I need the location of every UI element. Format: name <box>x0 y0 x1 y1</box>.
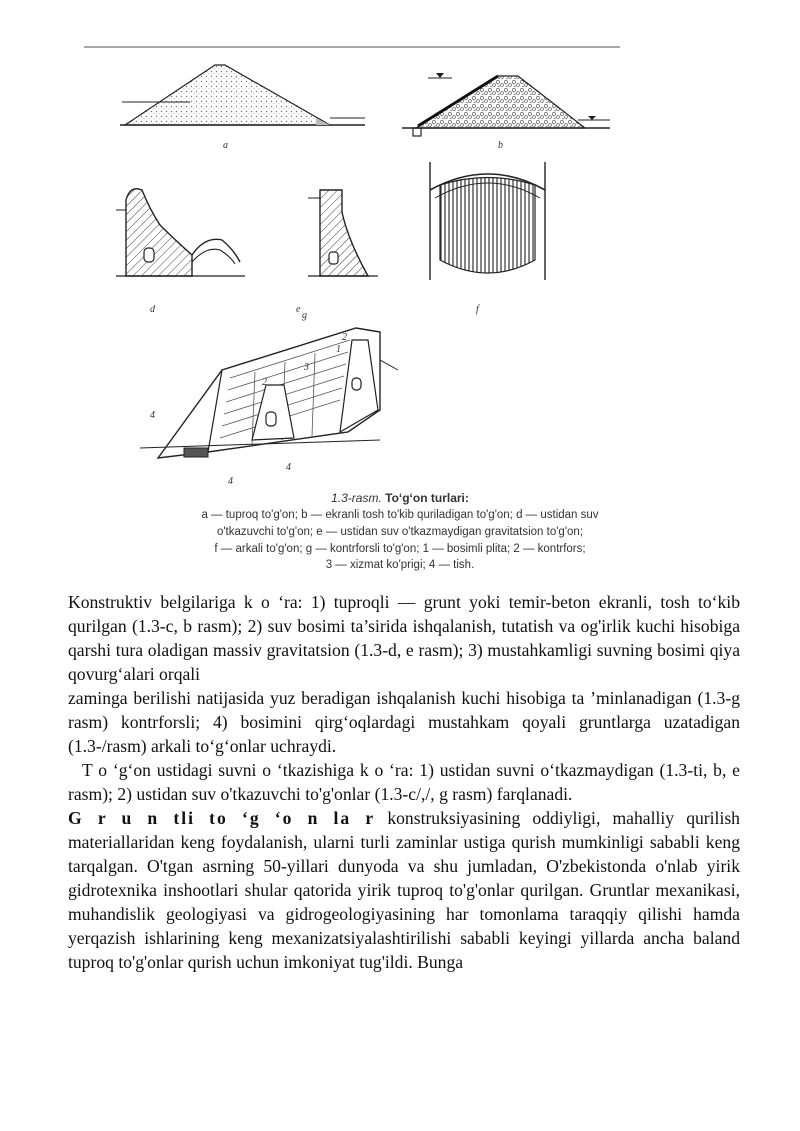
label-d: d <box>150 304 155 315</box>
overflow-dam-drawing <box>116 189 245 315</box>
body-text <box>68 590 740 974</box>
caption-line-3: f — arkali to'g'on; g — kontrforsli to'g'on; 1 — bosimli plita; 2 — kontrfors; <box>214 543 586 555</box>
label-n2a: 2 <box>262 377 267 388</box>
label-e: e <box>296 304 301 315</box>
paragraph-construction-types: Konstruktiv belgilariga k o ‘ra: 1) tuproqli — grunt yoki temir-beton ekranli, tosh to‘kib qurilgan (1.3-c, b rasm); 2) suv bosimi ta’sirida ishqalanish, tutatish va og'irlik kuchi hisobiga qarshi tura oladigan massiv gravitatsion (1.3-d, e rasm); 3) mustahkamligi suvning bosimi qiya qovurg‘alari orqali <box>68 592 740 684</box>
figure-caption-title <box>0 492 800 504</box>
label-n4c: 4 <box>286 462 291 473</box>
buttress-dam-drawing <box>140 310 398 487</box>
paragraph-construction-types-cont: zaminga berilishi natijasida yuz beradigan ishqalanish kuchi hisobiga ta ’minlanadigan (1.3-g rasm) kontrforsli; 4) bosimini qirg‘oqlardagi mustahkam qoyali gruntlarga uzatadigan (1.3-/rasm) arkali to‘g‘onlar uchraydi. <box>68 688 740 756</box>
rockfill-dam-drawing <box>402 73 610 151</box>
label-f: f <box>476 304 479 315</box>
paragraph-earth-dams <box>68 806 740 974</box>
label-b: b <box>498 140 503 151</box>
earth-dam-drawing <box>120 65 365 151</box>
paragraph-overflow-types: T o ‘g‘on ustidagi suvni o ‘tkazishiga k o ‘ra: 1) ustidan suvni o‘tkazmaydigan (1.3-ti, b, e rasm); 2) ustidan suv o'tkazuvchi to'g'onlar (1.3-c/,/, g rasm) farqlanadi. <box>68 760 740 804</box>
dam-diagram <box>80 40 625 490</box>
earth-dams-heading: G r u n tli to ‘g ‘o n la r <box>68 808 376 828</box>
caption-figure-title: To‘g‘on turlari: <box>385 491 469 505</box>
label-n4a: 4 <box>150 410 155 421</box>
arch-dam-drawing <box>430 162 545 315</box>
label-n2b: 2 <box>342 332 347 343</box>
caption-line-1: a — tuproq to'g'on; b — ekranli tosh to'kib quriladigan to'g'on; d — ustidan suv <box>201 509 599 521</box>
label-a: a <box>223 140 228 151</box>
caption-figure-number: 1.3-rasm. <box>331 491 382 505</box>
earth-dams-text: konstruksiyasining oddiyligi, mahalliy qurilish materiallaridan keng foydalanish, ularni turli zaminlar ustiga qurish mumkinligi sababli keng tarqalgan. O'tgan asrning 50-yillari dunyoda va shu jumladan, O'zbekistonda o'nlab yirik gidrotexnika inshootlari shular qatorida yirik tuproq to'g'onlar qurilgan. Gruntlar mexanikasi, muhandislik geologiyasi va gidrogeologiyasining har tomonlama taraqqiy qilishi hamda yerqazish ishlarining keng mexanizatsiyalashtirilishi sababli keyingi yillarda ancha baland tuproq to'g'onlar qurish uchun imkoniyat tug'ildi. Bunga <box>68 808 740 972</box>
label-n3: 3 <box>304 362 309 373</box>
gravity-dam-drawing <box>296 190 378 315</box>
label-g: g <box>302 310 307 321</box>
caption-line-4: 3 — xizmat ko'prigi; 4 — tish. <box>325 559 475 571</box>
label-n4b: 4 <box>228 476 233 487</box>
caption-line-2: o'tkazuvchi to'g'on; e — ustidan suv o'tkazmaydigan gravitatsion to'g'on; <box>216 526 584 538</box>
label-n1: 1 <box>336 344 341 355</box>
